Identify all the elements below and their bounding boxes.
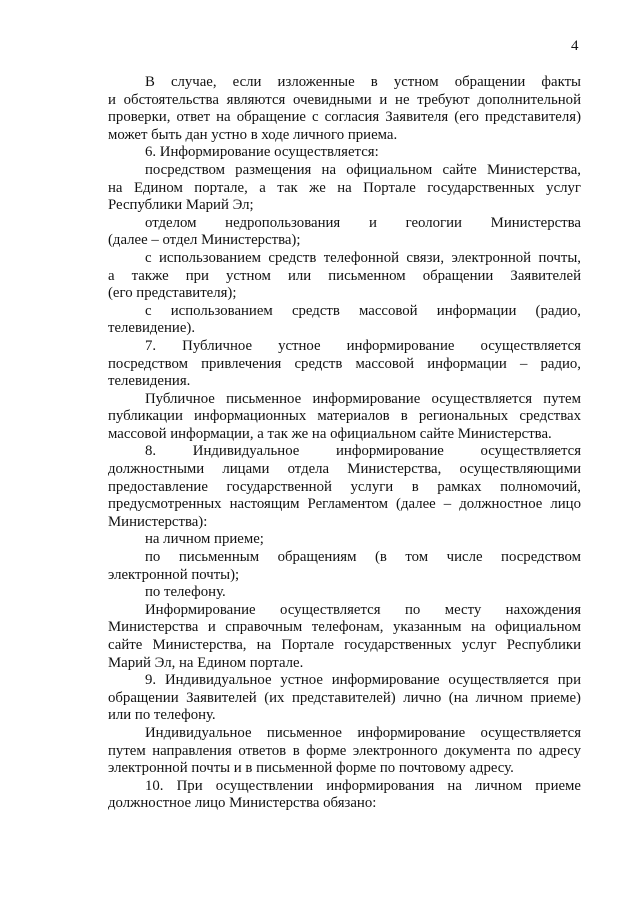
text-line: с использованием средств телефонной связи, электронной почты, [145,249,581,266]
text-line: телевидение). [108,320,196,337]
text-line: проверки, ответ на обращение с согласия Заявителя (его представителя) [108,109,581,126]
text-line: отделом недропользования и геологии Министерства [145,214,581,231]
text-line: Публичное письменное информирование осуществляется путем [145,390,581,407]
text-line: может быть дан устно в ходе личного приема. [108,126,398,143]
document-body [108,74,581,813]
text-line: сайте Министерства, на Портале государственных услуг Республики [108,637,581,653]
text-line: по телефону. [145,584,226,601]
text-line: и обстоятельства являются очевидными и не требуют дополнительной [108,91,581,108]
text-line: В случае, если изложенные в устном обращении факты [145,74,581,90]
text-line: или по телефону. [108,707,216,724]
text-line: 8. Индивидуальное информирование осуществляется [145,443,581,460]
text-line: с использованием средств массовой информации (радио, [145,302,581,319]
text-line: на личном приеме; [145,531,264,548]
text-line: посредством привлечения средств массовой информации – радио, [108,355,581,372]
text-line: (его представителя); [108,285,237,302]
text-line: Министерства): [108,513,208,530]
text-line: 9. Индивидуальное устное информирование осуществляется при [145,672,581,689]
page-number: 4 [571,38,579,54]
text-line: должностное лицо Министерства обязано: [108,795,377,812]
text-line: предоставление государственной услуги в рамках полномочий, [108,478,581,495]
text-line: (далее – отдел Министерства); [108,232,301,249]
text-line: предусмотренных настоящим Регламентом (далее – должностное лицо [108,496,581,513]
text-line: путем направления ответов в форме электронного документа по адресу [108,742,581,759]
text-line: Информирование осуществляется по месту нахождения [145,601,581,618]
text-line: посредством размещения на официальном сайте Министерства, [145,161,581,178]
text-line: электронной почты); [108,566,240,583]
text-line: 6. Информирование осуществляется: [145,144,379,161]
text-line: на Едином портале, а так же на Портале государственных услуг [108,179,581,196]
text-line: телевидения. [108,373,191,390]
text-line: массовой информации, а так же на официальном сайте Министерства. [108,425,552,442]
text-line: а также при устном или письменном обращении Заявителей [108,267,581,284]
text-line: Министерства и справочным телефонам, указанным на официальном [108,619,581,636]
text-line: 10. При осуществлении информирования на личном приеме [145,777,581,794]
text-line: 7. Публичное устное информирование осуществляется [145,337,581,354]
text-line: Индивидуальное письменное информирование осуществляется [145,724,581,741]
text-line: Марий Эл, на Едином портале. [108,654,304,671]
text-line: электронной почты и в письменной форме по почтовому адресу. [108,760,514,777]
text-line: обращении Заявителей (их представителей) лично (на личном приеме) [108,689,581,706]
text-line: должностными лицами отдела Министерства, осуществляющими [108,461,581,478]
text-line: публикации информационных материалов в региональных средствах [108,408,581,425]
text-line: по письменным обращениям (в том числе посредством [145,549,581,566]
text-line: Республики Марий Эл; [108,197,254,214]
